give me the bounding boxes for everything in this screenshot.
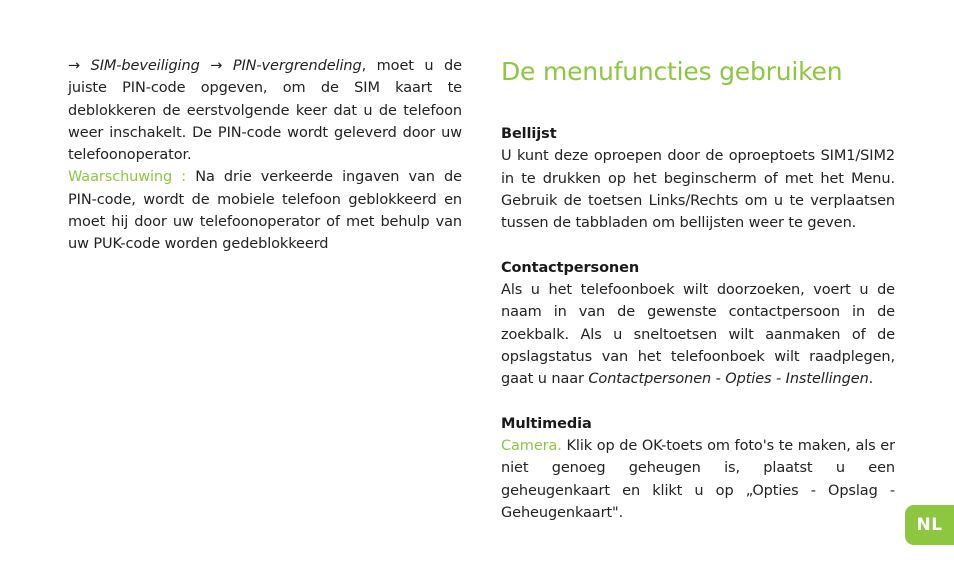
warning-label: Waarschuwing :	[68, 169, 187, 186]
contacts-menu-path: Contactpersonen - Opties - Instellingen	[588, 371, 869, 388]
section-title-bellijst: Bellijst	[501, 126, 557, 142]
section-text-contactpersonen	[501, 279, 895, 390]
pin-lock-paragraph	[68, 55, 462, 166]
section-title-multimedia: Multimedia	[501, 415, 592, 432]
language-tab: NL	[905, 505, 954, 545]
pin-lock-text: , moet u de juiste PIN-code opgeven, om de SIM kaart te deblokkeren de eerstvolgende keer dat u de telefoon weer inschakelt. De PIN-code wordt geleverd door uw telefoonoperator.	[68, 58, 462, 164]
warning-text: Na drie verkeerde ingaven van de PIN-code, wordt de mobiele telefoon geblokkeerd en moet hij door uw telefoonoperator of met behulp van uw PUK-code worden gedeblokkeerd	[68, 169, 462, 253]
arrow-icon: →	[68, 58, 91, 74]
section-text-multimedia	[501, 435, 895, 524]
section-contactpersonen	[501, 257, 895, 391]
arrow-icon: →	[199, 58, 233, 74]
page-heading: De menufuncties gebruiken	[501, 57, 843, 86]
menu-path-pin-lock: PIN-vergrendeling	[232, 58, 362, 74]
section-multimedia	[501, 413, 895, 524]
warning-paragraph	[68, 166, 462, 255]
section-title-contactpersonen: Contactpersonen	[501, 259, 640, 276]
section-bellijst	[501, 123, 895, 234]
right-column	[501, 123, 895, 547]
camera-label: Camera.	[501, 438, 562, 455]
section-text-bellijst: U kunt deze oproepen door de oproeptoets SIM1/SIM2 in te drukken op het beginscherm of met het Menu. Gebruik de toetsen Links/Rechts om u te verplaatsen tussen de tabbladen om bellijsten weer te geven.	[501, 148, 895, 232]
contacts-text: Als u het telefoonboek wilt doorzoeken, voert u de naam in van de gewenste contactpersoon in de zoekbalk. Als u sneltoetsen wilt aanmaken of de opslagstatus van het telefoonboek wilt raadplegen, gaat u naar	[501, 282, 895, 388]
menu-path-sim-security: SIM-beveiliging	[90, 58, 200, 74]
camera-text: Klik op de OK-toets om foto's te maken, als er niet genoeg geheugen is, plaatst u een geheugenkaart en klikt u op „Opties - Opslag - Geheugenkaart".	[501, 438, 895, 522]
contacts-end: .	[868, 371, 874, 388]
left-column	[68, 55, 462, 256]
